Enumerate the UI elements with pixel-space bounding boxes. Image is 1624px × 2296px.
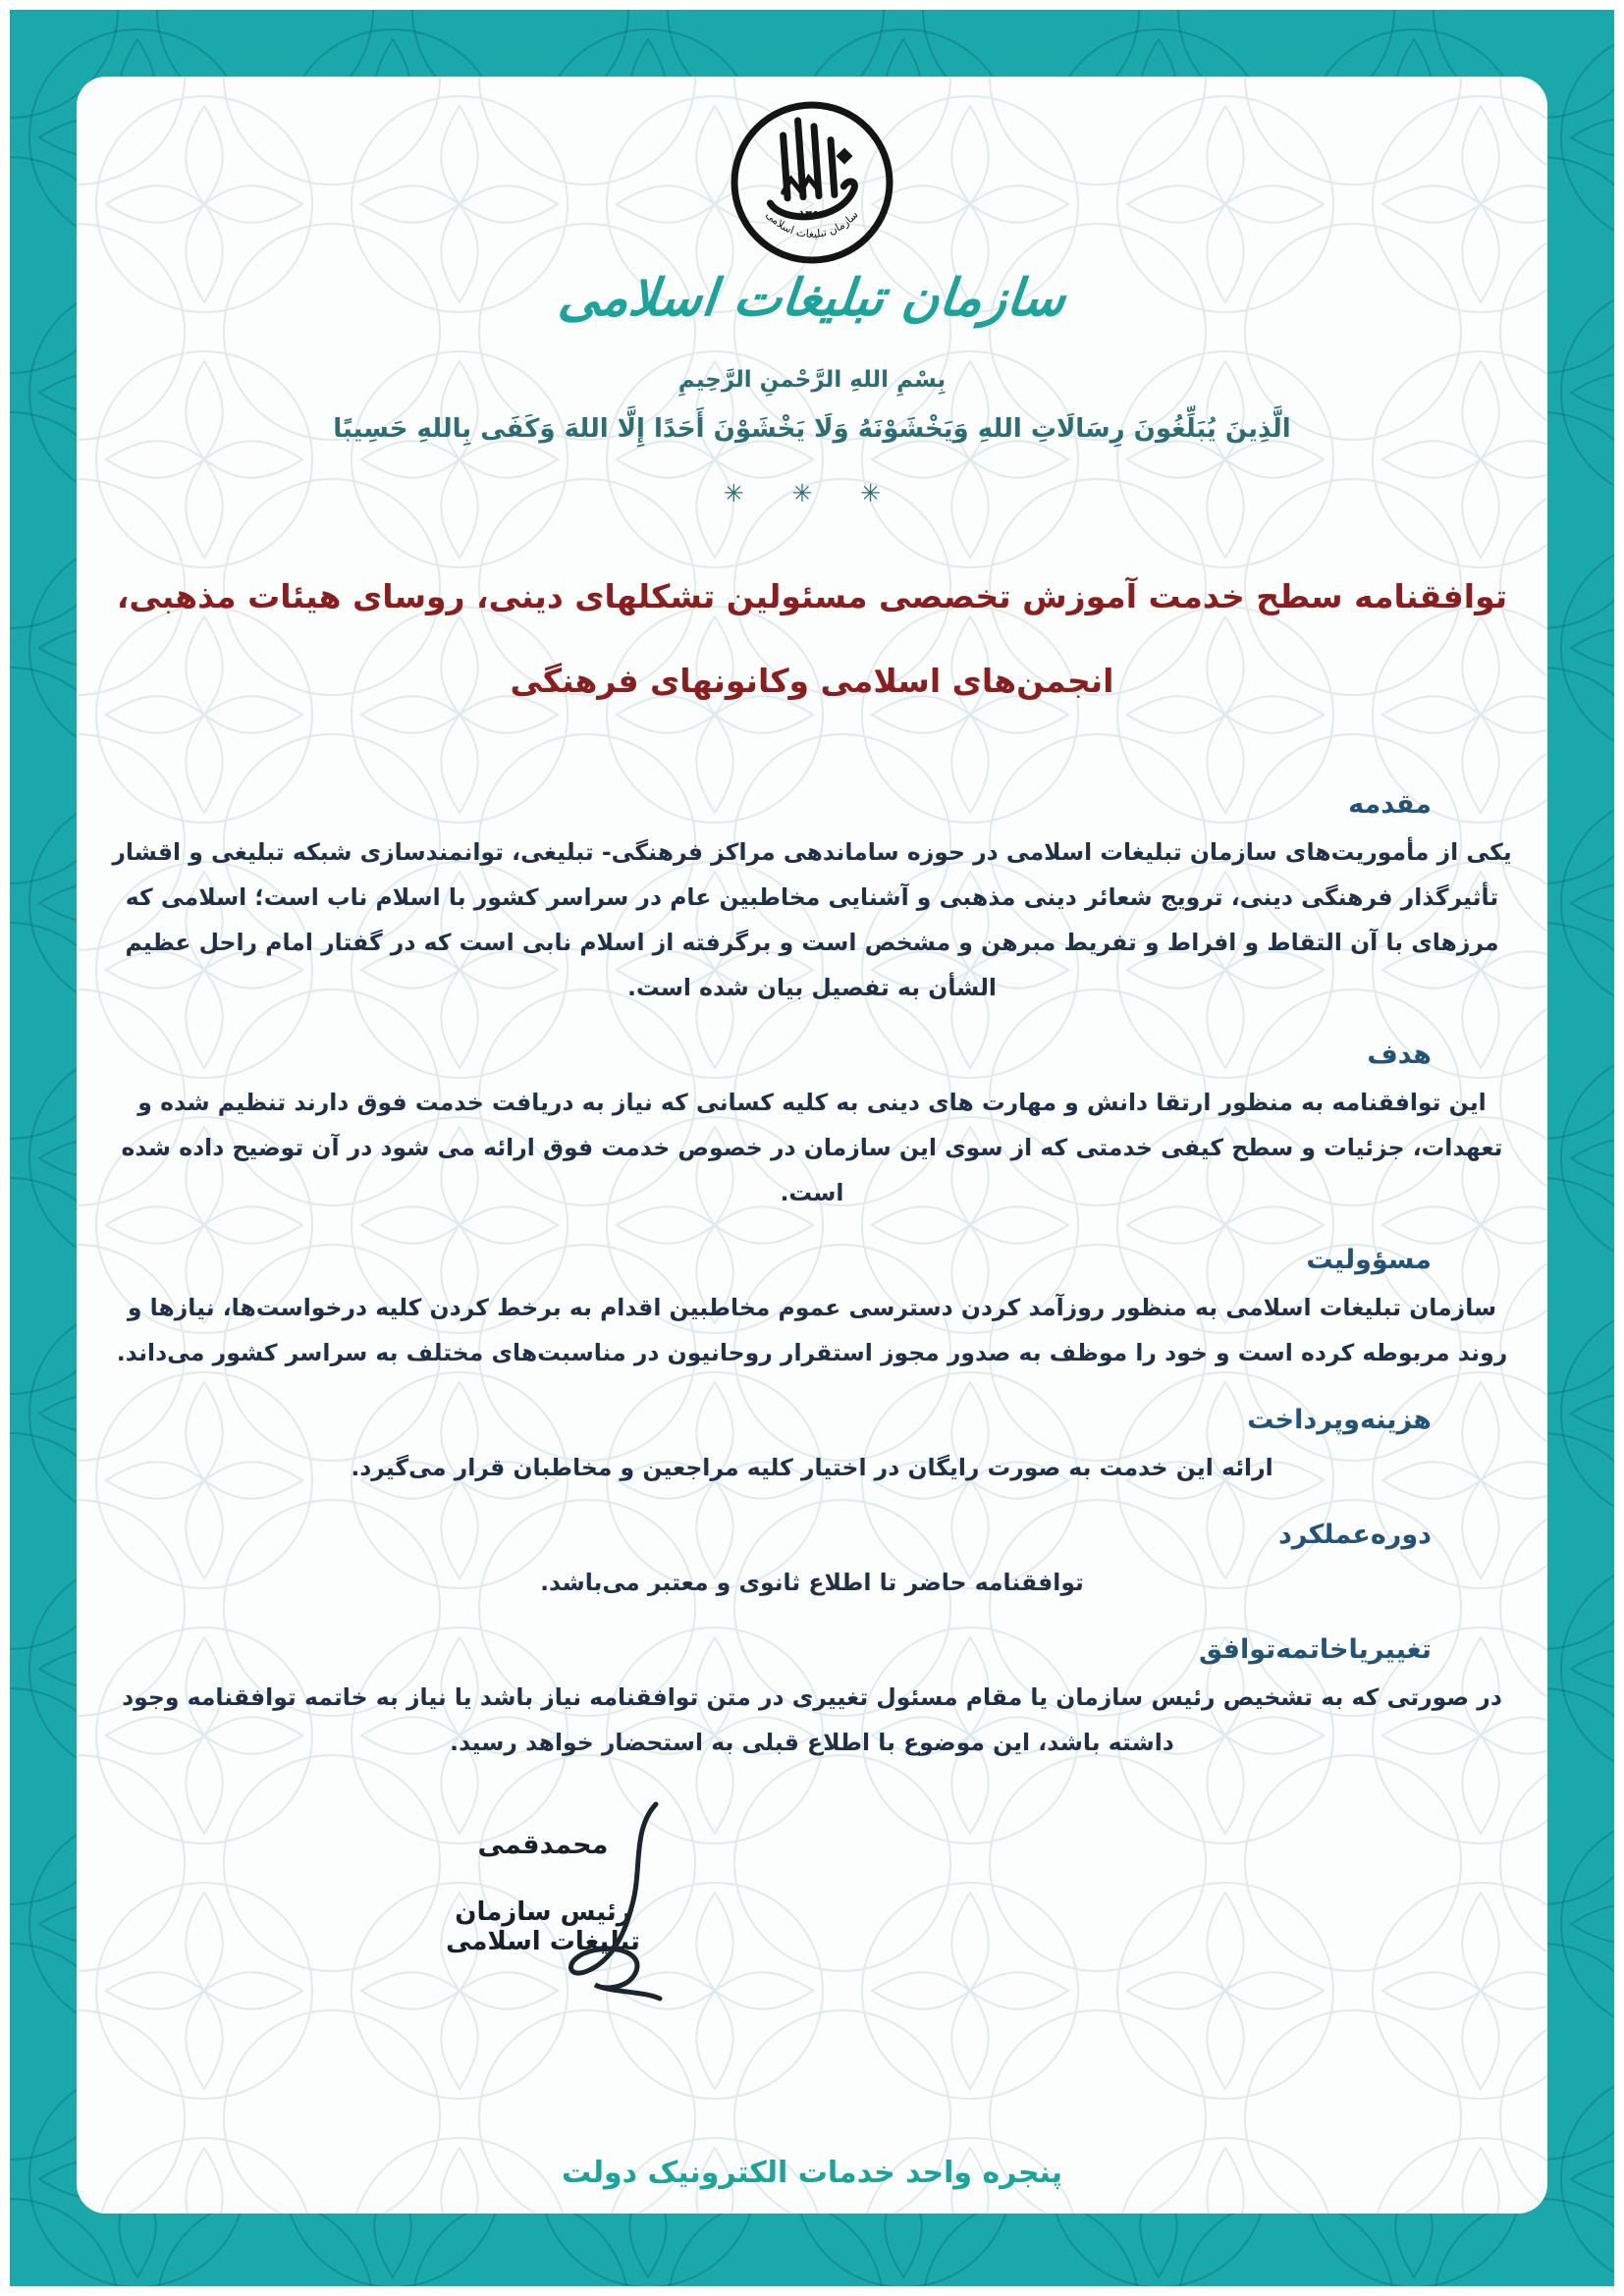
document-card (77, 77, 1547, 2214)
section-heading: مقدمه (1348, 789, 1432, 820)
section-heading: مسؤولیت (1306, 1245, 1432, 1275)
signatory-name: محمدقمی (477, 1830, 609, 1860)
document-title-line2: انجمن‌های اسلامی وکانونهای فرهنگی (510, 662, 1114, 700)
sections (106, 789, 1518, 1794)
document-title-line1: توافقنامه سطح خدمت آموزش تخصصی مسئولین تشکلهای دینی، روسای هیئات مذهبی، (116, 577, 1508, 615)
section-change-termination (106, 1634, 1518, 1765)
section-body: توافقنامه حاضر تا اطلاع ثانوی و معتبر می‌باشد. (540, 1569, 1084, 1596)
section-heading: هزینه‌وپرداخت (1247, 1405, 1432, 1435)
section-performance-period (106, 1520, 1518, 1605)
document-content (77, 77, 1547, 2214)
section-body: ارائه این خدمت به صورت رایگان در اختیار کلیه مراجعین و مخاطبان قرار می‌گیرد. (351, 1454, 1273, 1481)
bismillah-text: بِسْمِ اللهِ الرَّحْمنِ الرَّحِيمِ (677, 367, 947, 393)
section-body: در صورتی که به تشخیص رئیس سازمان یا مقام مسئول تغییری در متن توافقنامه نیاز باشد یا نیاز به خاتمه توافقنامه وجود داشته باشد، این موضوع با اطلاع قبلی به استحضار خواهد رسید. (122, 1683, 1502, 1756)
section-heading: تغییر‌یا‌خاتمه‌توافق (1198, 1634, 1432, 1665)
section-body: یکی از مأموریت‌های سازمان تبلیغات اسلامی در حوزه ساماندهی مراکز فرهنگی- تبلیغی، توانمندسازی شبکه تبلیغی و اقشار تأثیرگذار فرهنگی دینی، ترویج شعائر دینی مذهبی و آشنایی مخاطبین عام در سراسر کشور با اسلام ناب است؛ اسلامی که مرزهای با آن التقاط و افراط و تفریط مبرهن و مشخص است و برگرفته از اسلام نابی است که در گفتار امام راحل عظیم الشأن به تفصیل بیان شده است. (112, 838, 1512, 1001)
emblem-year: ۱۳۶۰ (798, 208, 826, 221)
footer-banner: پنجره واحد خدمات الکترونیک دولت (562, 2156, 1062, 2190)
section-heading: دوره‌عملکرد (1277, 1520, 1432, 1550)
section-body: این توافقنامه به منظور ارتقا دانش و مهارت های دینی به کلیه کسانی که نیاز به دریافت خدمت فوق دارند تنظیم شده و تعهدات، جزئیات و سطح کیفی خدمتی که از سوی این سازمان در خصوص خدمت فوق ارائه می شود در آن توضیح داده شده است. (121, 1089, 1503, 1206)
section-heading: هدف (1367, 1040, 1432, 1070)
section-cost-payment (106, 1405, 1518, 1490)
signature-block (410, 1830, 676, 1956)
signatory-role: رئیس سازمان تبلیغات اسلامی (446, 1897, 640, 1956)
section-body: سازمان تبلیغات اسلامی به منظور روزآمد کردن دسترسی عموم مخاطبین اقدام به برخط کردن کلیه درخواست‌ها، نیازها و روند مربوطه کرده است و خود را موظف به صدور مجوز استقرار روحانیون در مناسبت‌های مختلف به سراسر کشور می‌داند. (116, 1294, 1508, 1366)
quran-verse-text: الَّذِينَ يُبَلِّغُونَ رِسَالَاتِ اللهِ وَيَخْشَوْنَهُ وَلَا يَخْشَوْنَ أَحَدًا إِلَّا اللهَ وَكَفَى بِاللهِ حَسِيبًا (333, 414, 1291, 444)
section-responsibility (106, 1245, 1518, 1375)
section-introduction (106, 789, 1518, 1010)
org-logo (77, 94, 1547, 271)
section-purpose (106, 1040, 1518, 1215)
ornament-asterisks: ✳ ✳ ✳ (723, 479, 901, 507)
emblem-ring-text: سازمان تبلیغات اسلامی (763, 208, 861, 240)
org-calligraphy: سازمان تبلیغات اسلامی (555, 269, 1069, 328)
org-emblem-icon (724, 94, 900, 271)
